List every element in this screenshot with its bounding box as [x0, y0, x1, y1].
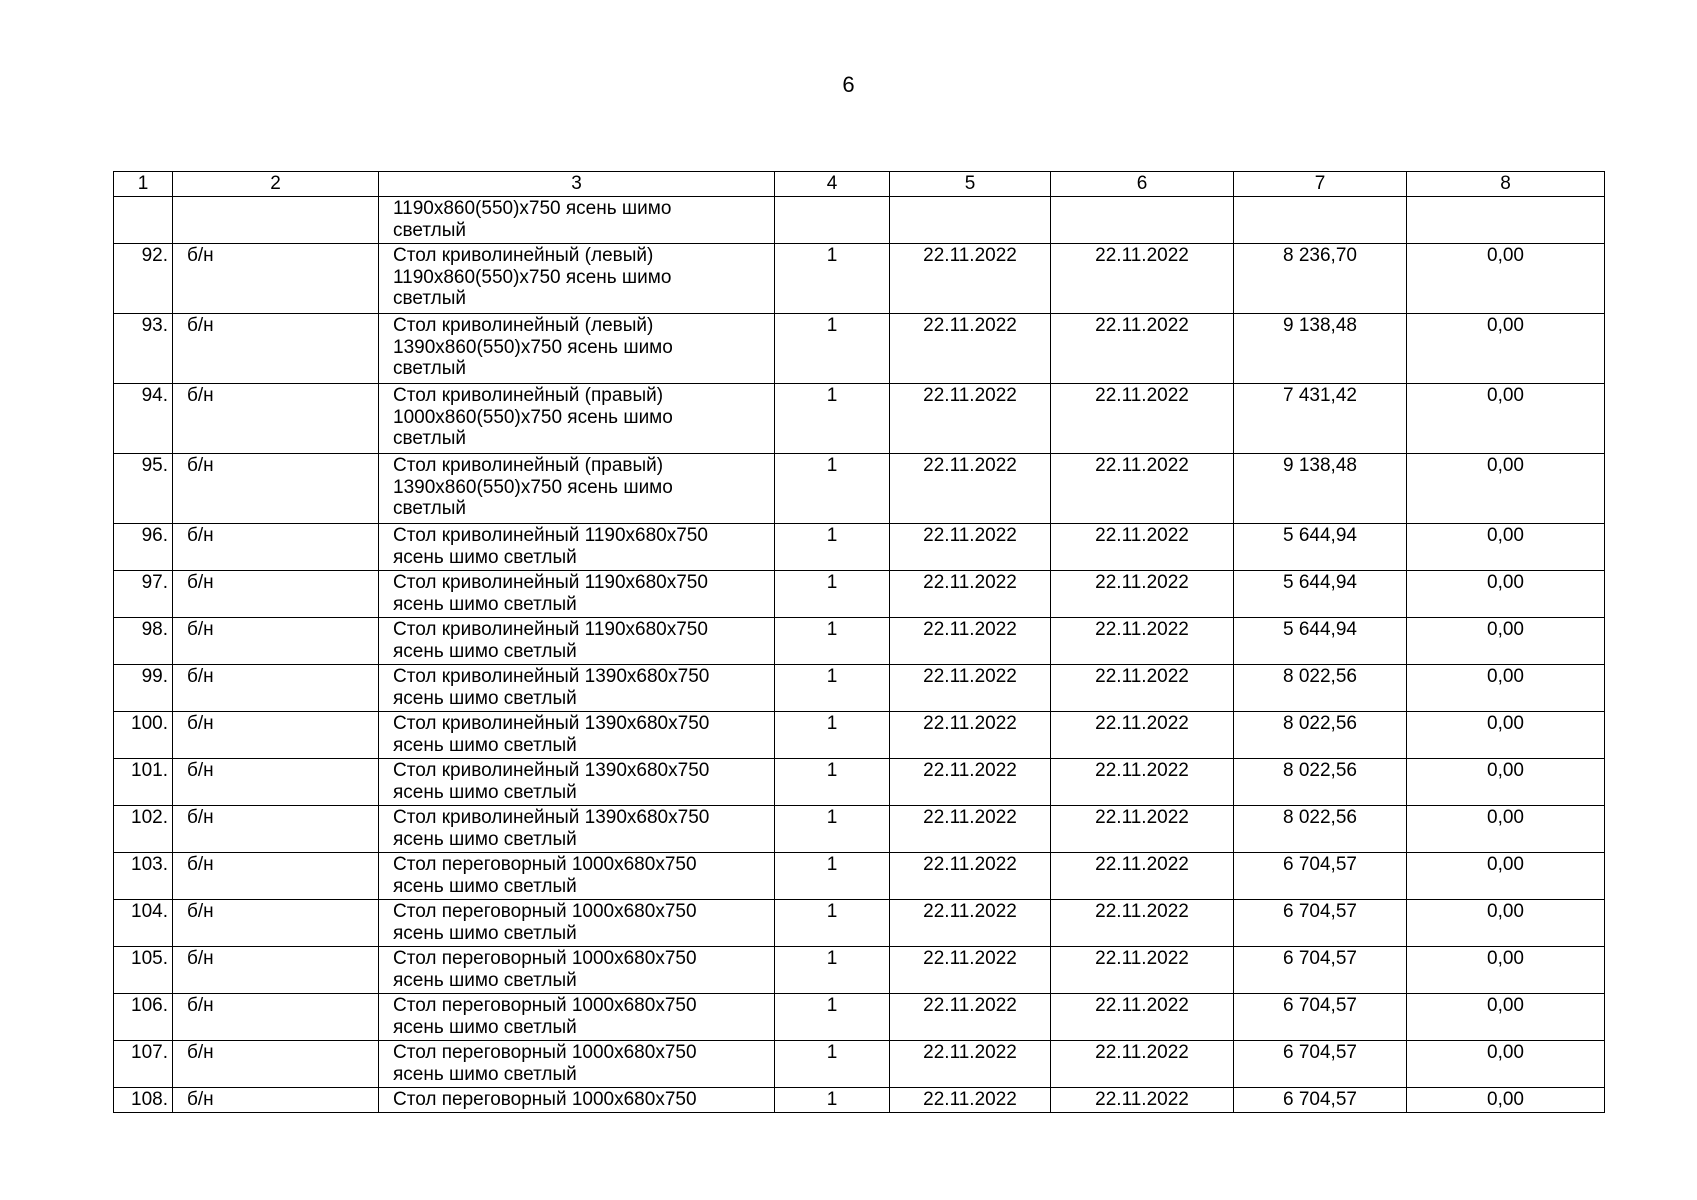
- residual-value-cell: 0,00: [1407, 384, 1605, 454]
- table-row: [114, 806, 1605, 853]
- row-number-cell: [114, 197, 173, 244]
- quantity-cell: 1: [775, 1088, 890, 1113]
- cost-cell: [1234, 197, 1407, 244]
- quantity-cell: 1: [775, 853, 890, 900]
- item-name-cell: Стол криволинейный (левый) 1390x860(550)x750 ясень шимо светлый: [379, 314, 775, 384]
- table-row: [114, 618, 1605, 665]
- quantity-cell: 1: [775, 571, 890, 618]
- row-number-cell: 97.: [114, 571, 173, 618]
- date-cell: 22.11.2022: [1051, 244, 1234, 314]
- residual-value-cell: 0,00: [1407, 618, 1605, 665]
- table-row: [114, 947, 1605, 994]
- table-row: [114, 1041, 1605, 1088]
- cost-cell: 8 022,56: [1234, 665, 1407, 712]
- residual-value-cell: 0,00: [1407, 853, 1605, 900]
- cost-cell: 6 704,57: [1234, 900, 1407, 947]
- column-header: 6: [1051, 172, 1234, 197]
- table-row: [114, 244, 1605, 314]
- date-cell: 22.11.2022: [1051, 759, 1234, 806]
- date-cell: 22.11.2022: [890, 900, 1051, 947]
- row-number-cell: 105.: [114, 947, 173, 994]
- inventory-number-cell: б/н: [173, 712, 379, 759]
- item-name-cell: Стол криволинейный (левый) 1190x860(550)x750 ясень шимо светлый: [379, 244, 775, 314]
- inventory-number-cell: б/н: [173, 947, 379, 994]
- date-cell: 22.11.2022: [1051, 665, 1234, 712]
- date-cell: 22.11.2022: [890, 1041, 1051, 1088]
- inventory-number-cell: [173, 197, 379, 244]
- date-cell: 22.11.2022: [1051, 994, 1234, 1041]
- column-header: 3: [379, 172, 775, 197]
- date-cell: [1051, 197, 1234, 244]
- date-cell: 22.11.2022: [1051, 900, 1234, 947]
- inventory-number-cell: б/н: [173, 759, 379, 806]
- inventory-number-cell: б/н: [173, 994, 379, 1041]
- residual-value-cell: 0,00: [1407, 454, 1605, 524]
- table-row: [114, 759, 1605, 806]
- date-cell: 22.11.2022: [890, 618, 1051, 665]
- date-cell: 22.11.2022: [890, 244, 1051, 314]
- quantity-cell: 1: [775, 314, 890, 384]
- inventory-number-cell: б/н: [173, 900, 379, 947]
- row-number-cell: 108.: [114, 1088, 173, 1113]
- asset-table: [113, 171, 1605, 1113]
- cost-cell: 6 704,57: [1234, 947, 1407, 994]
- inventory-number-cell: б/н: [173, 384, 379, 454]
- column-header: 2: [173, 172, 379, 197]
- table-row: [114, 384, 1605, 454]
- row-number-cell: 93.: [114, 314, 173, 384]
- table-row: [114, 1088, 1605, 1113]
- quantity-cell: 1: [775, 665, 890, 712]
- table-row: [114, 994, 1605, 1041]
- item-name-cell: Стол криволинейный (правый) 1000x860(550)x750 ясень шимо светлый: [379, 384, 775, 454]
- date-cell: 22.11.2022: [890, 314, 1051, 384]
- item-name-cell: Стол криволинейный 1190x680x750 ясень шимо светлый: [379, 524, 775, 571]
- row-number-cell: 101.: [114, 759, 173, 806]
- cost-cell: 8 022,56: [1234, 712, 1407, 759]
- date-cell: 22.11.2022: [1051, 384, 1234, 454]
- date-cell: 22.11.2022: [890, 947, 1051, 994]
- item-name-cell: Стол переговорный 1000x680x750: [379, 1088, 775, 1113]
- date-cell: 22.11.2022: [1051, 806, 1234, 853]
- item-name-cell: Стол криволинейный 1390x680x750 ясень шимо светлый: [379, 806, 775, 853]
- date-cell: 22.11.2022: [890, 665, 1051, 712]
- table-row: [114, 712, 1605, 759]
- date-cell: 22.11.2022: [890, 712, 1051, 759]
- date-cell: 22.11.2022: [1051, 853, 1234, 900]
- row-number-cell: 94.: [114, 384, 173, 454]
- inventory-number-cell: б/н: [173, 853, 379, 900]
- item-name-cell: Стол криволинейный 1390x680x750 ясень шимо светлый: [379, 712, 775, 759]
- table-row: [114, 853, 1605, 900]
- inventory-number-cell: б/н: [173, 314, 379, 384]
- inventory-number-cell: б/н: [173, 1088, 379, 1113]
- residual-value-cell: 0,00: [1407, 1088, 1605, 1113]
- column-header: 1: [114, 172, 173, 197]
- cost-cell: 5 644,94: [1234, 618, 1407, 665]
- residual-value-cell: 0,00: [1407, 665, 1605, 712]
- cost-cell: 6 704,57: [1234, 1088, 1407, 1113]
- cost-cell: 6 704,57: [1234, 1041, 1407, 1088]
- row-number-cell: 95.: [114, 454, 173, 524]
- inventory-number-cell: б/н: [173, 806, 379, 853]
- table-row: [114, 197, 1605, 244]
- date-cell: 22.11.2022: [1051, 571, 1234, 618]
- cost-cell: 5 644,94: [1234, 571, 1407, 618]
- date-cell: 22.11.2022: [1051, 712, 1234, 759]
- quantity-cell: 1: [775, 900, 890, 947]
- quantity-cell: 1: [775, 994, 890, 1041]
- residual-value-cell: 0,00: [1407, 524, 1605, 571]
- cost-cell: 6 704,57: [1234, 853, 1407, 900]
- date-cell: 22.11.2022: [1051, 1041, 1234, 1088]
- item-name-cell: Стол переговорный 1000x680x750 ясень шимо светлый: [379, 900, 775, 947]
- item-name-cell: Стол переговорный 1000x680x750 ясень шимо светлый: [379, 853, 775, 900]
- cost-cell: 8 236,70: [1234, 244, 1407, 314]
- quantity-cell: 1: [775, 806, 890, 853]
- item-name-cell: Стол криволинейный 1190x680x750 ясень шимо светлый: [379, 618, 775, 665]
- inventory-number-cell: б/н: [173, 571, 379, 618]
- quantity-cell: 1: [775, 759, 890, 806]
- cost-cell: 9 138,48: [1234, 454, 1407, 524]
- date-cell: 22.11.2022: [1051, 1088, 1234, 1113]
- item-name-cell: Стол переговорный 1000x680x750 ясень шимо светлый: [379, 1041, 775, 1088]
- inventory-number-cell: б/н: [173, 665, 379, 712]
- column-header: 5: [890, 172, 1051, 197]
- date-cell: 22.11.2022: [1051, 314, 1234, 384]
- column-header: 4: [775, 172, 890, 197]
- quantity-cell: 1: [775, 244, 890, 314]
- row-number-cell: 103.: [114, 853, 173, 900]
- date-cell: 22.11.2022: [890, 759, 1051, 806]
- date-cell: 22.11.2022: [890, 571, 1051, 618]
- residual-value-cell: 0,00: [1407, 759, 1605, 806]
- item-name-cell: Стол криволинейный 1190x680x750 ясень шимо светлый: [379, 571, 775, 618]
- residual-value-cell: 0,00: [1407, 900, 1605, 947]
- cost-cell: 7 431,42: [1234, 384, 1407, 454]
- residual-value-cell: 0,00: [1407, 806, 1605, 853]
- date-cell: 22.11.2022: [1051, 524, 1234, 571]
- item-name-cell: 1190x860(550)x750 ясень шимо светлый: [379, 197, 775, 244]
- residual-value-cell: [1407, 197, 1605, 244]
- inventory-number-cell: б/н: [173, 524, 379, 571]
- date-cell: 22.11.2022: [890, 454, 1051, 524]
- cost-cell: 8 022,56: [1234, 759, 1407, 806]
- residual-value-cell: 0,00: [1407, 712, 1605, 759]
- quantity-cell: 1: [775, 1041, 890, 1088]
- cost-cell: 8 022,56: [1234, 806, 1407, 853]
- residual-value-cell: 0,00: [1407, 994, 1605, 1041]
- residual-value-cell: 0,00: [1407, 571, 1605, 618]
- item-name-cell: Стол криволинейный 1390x680x750 ясень шимо светлый: [379, 665, 775, 712]
- quantity-cell: 1: [775, 524, 890, 571]
- item-name-cell: Стол криволинейный (правый) 1390x860(550)x750 ясень шимо светлый: [379, 454, 775, 524]
- date-cell: 22.11.2022: [890, 524, 1051, 571]
- inventory-number-cell: б/н: [173, 244, 379, 314]
- quantity-cell: 1: [775, 384, 890, 454]
- cost-cell: 5 644,94: [1234, 524, 1407, 571]
- item-name-cell: Стол криволинейный 1390x680x750 ясень шимо светлый: [379, 759, 775, 806]
- table-row: [114, 571, 1605, 618]
- row-number-cell: 98.: [114, 618, 173, 665]
- table-row: [114, 524, 1605, 571]
- date-cell: 22.11.2022: [890, 1088, 1051, 1113]
- date-cell: 22.11.2022: [1051, 618, 1234, 665]
- table-row: [114, 454, 1605, 524]
- row-number-cell: 99.: [114, 665, 173, 712]
- date-cell: 22.11.2022: [1051, 454, 1234, 524]
- row-number-cell: 104.: [114, 900, 173, 947]
- cost-cell: 9 138,48: [1234, 314, 1407, 384]
- date-cell: 22.11.2022: [890, 853, 1051, 900]
- residual-value-cell: 0,00: [1407, 244, 1605, 314]
- row-number-cell: 102.: [114, 806, 173, 853]
- quantity-cell: 1: [775, 712, 890, 759]
- date-cell: 22.11.2022: [890, 994, 1051, 1041]
- residual-value-cell: 0,00: [1407, 314, 1605, 384]
- date-cell: 22.11.2022: [1051, 947, 1234, 994]
- quantity-cell: [775, 197, 890, 244]
- date-cell: 22.11.2022: [890, 806, 1051, 853]
- table-row: [114, 900, 1605, 947]
- table-header-row: [114, 172, 1605, 197]
- quantity-cell: 1: [775, 454, 890, 524]
- row-number-cell: 100.: [114, 712, 173, 759]
- residual-value-cell: 0,00: [1407, 947, 1605, 994]
- column-header: 7: [1234, 172, 1407, 197]
- inventory-number-cell: б/н: [173, 618, 379, 665]
- row-number-cell: 107.: [114, 1041, 173, 1088]
- residual-value-cell: 0,00: [1407, 1041, 1605, 1088]
- item-name-cell: Стол переговорный 1000x680x750 ясень шимо светлый: [379, 994, 775, 1041]
- date-cell: 22.11.2022: [890, 384, 1051, 454]
- inventory-number-cell: б/н: [173, 454, 379, 524]
- cost-cell: 6 704,57: [1234, 994, 1407, 1041]
- item-name-cell: Стол переговорный 1000x680x750 ясень шимо светлый: [379, 947, 775, 994]
- quantity-cell: 1: [775, 618, 890, 665]
- column-header: 8: [1407, 172, 1605, 197]
- row-number-cell: 92.: [114, 244, 173, 314]
- table-row: [114, 665, 1605, 712]
- quantity-cell: 1: [775, 947, 890, 994]
- row-number-cell: 96.: [114, 524, 173, 571]
- row-number-cell: 106.: [114, 994, 173, 1041]
- page-number: 6: [842, 72, 855, 97]
- date-cell: [890, 197, 1051, 244]
- table-row: [114, 314, 1605, 384]
- inventory-number-cell: б/н: [173, 1041, 379, 1088]
